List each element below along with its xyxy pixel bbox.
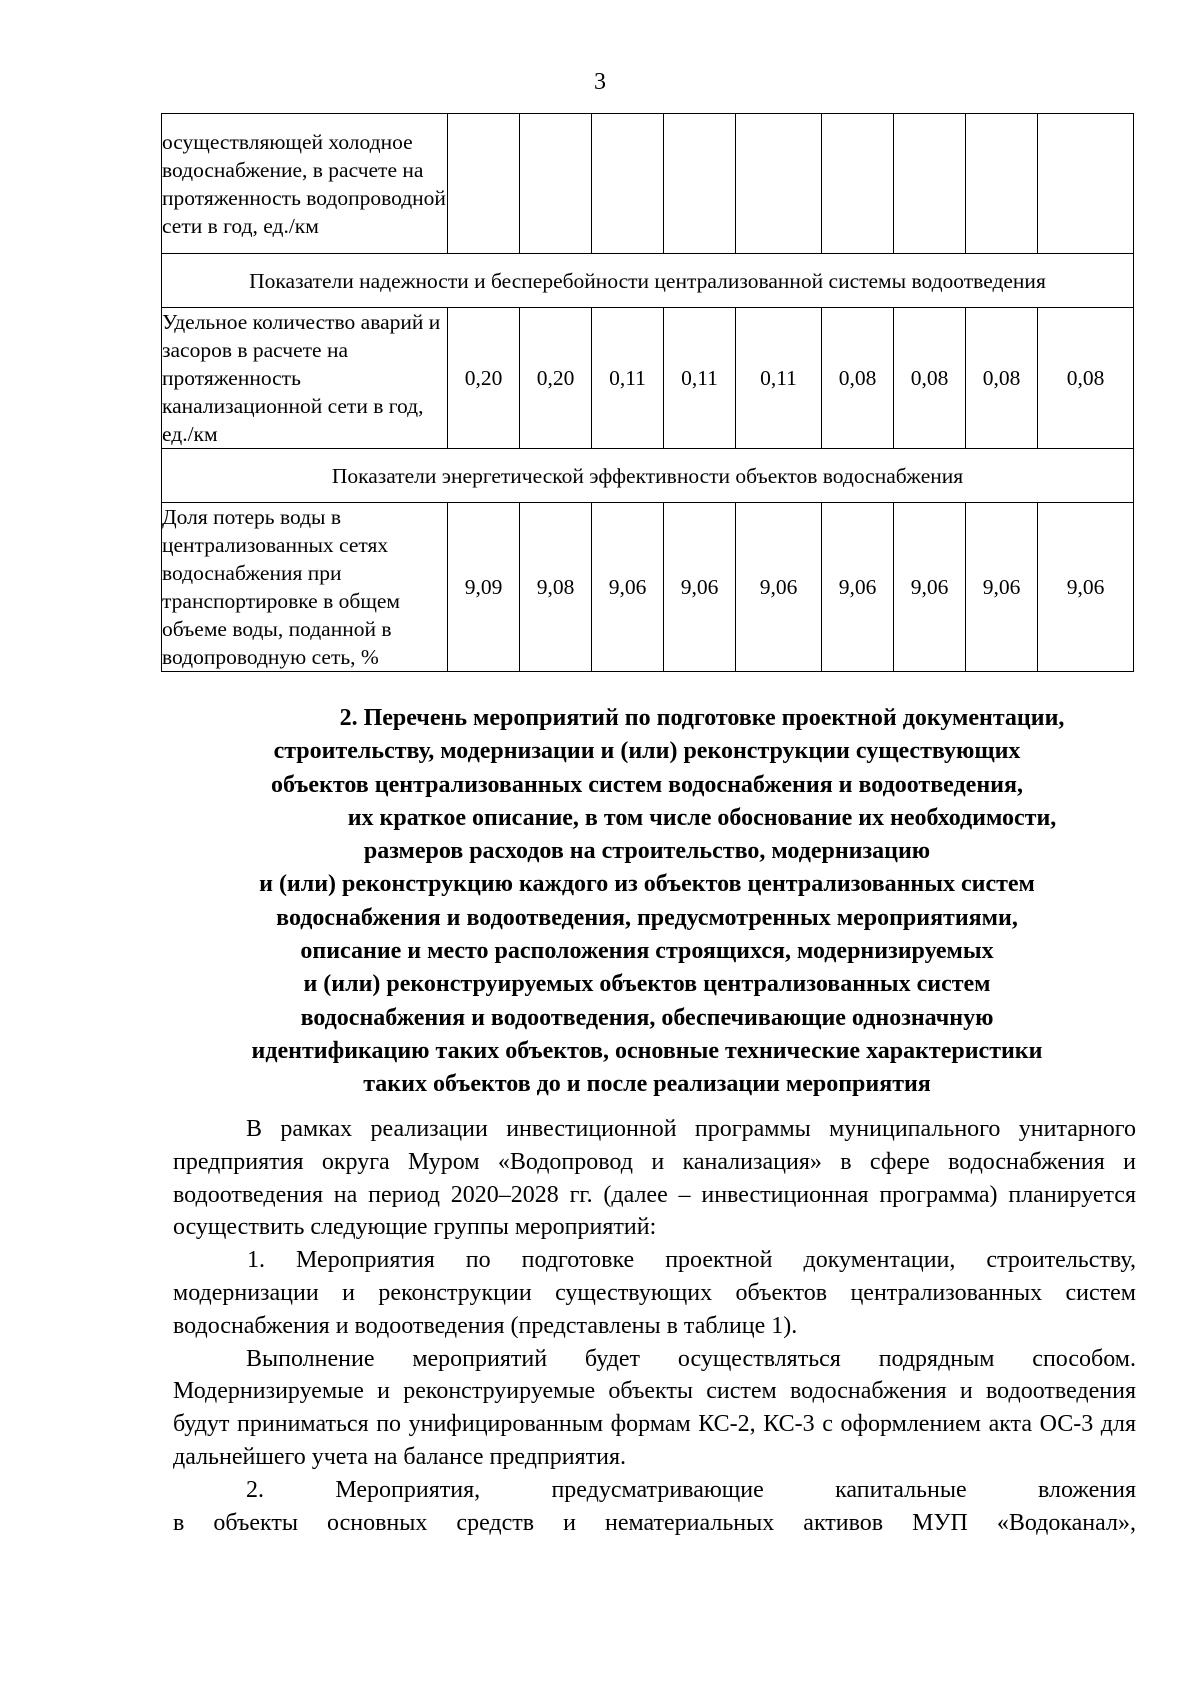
row-label: Удельное количество аварий и засоров в расчете на протяженность канализационной сети в год, ед./км (162, 308, 448, 449)
table-cell: 0,11 (664, 308, 736, 449)
table-cell: 0,20 (448, 308, 520, 449)
table-cell: 0,08 (894, 308, 966, 449)
table-cell: 9,08 (520, 503, 592, 672)
section-title-energy: Показатели энергетической эффективности объектов водоснабжения (162, 449, 1134, 503)
table-row (162, 503, 1134, 672)
table-cell: 0,08 (822, 308, 894, 449)
heading-line: и (или) реконструируемых объектов централизованных систем (303, 971, 991, 998)
table-cell: 9,06 (664, 503, 736, 672)
page-number: 3 (594, 69, 606, 95)
heading-line: и (или) реконструкцию каждого из объектов централизованных систем (259, 871, 1035, 898)
table-cell: 0,20 (520, 308, 592, 449)
paragraph-item-1: 1. Мероприятия по подготовке проектной документации, строительству, модернизации и реконструкции существующих объектов централизованных систем водоснабжения и водоотведения (представлены в таблице 1). (173, 1247, 1136, 1339)
heading-line: их краткое описание, в том числе обоснование их необходимости, (347, 804, 1057, 831)
table-cell (520, 114, 592, 254)
section-heading (161, 702, 1133, 1102)
indicators-table (161, 113, 1134, 672)
paragraph-line: 2. Мероприятия, предусматривающие капитальные вложения (246, 1476, 1136, 1503)
table-cell (966, 114, 1038, 254)
table-row (162, 114, 1134, 254)
table-cell: 0,11 (736, 308, 822, 449)
body-text (173, 1113, 1136, 1539)
heading-line: размеров расходов на строительство, модернизацию (363, 838, 931, 865)
section-row (162, 254, 1134, 308)
paragraph-item-2 (173, 1474, 1136, 1540)
table-row (162, 308, 1134, 449)
section-row (162, 449, 1134, 503)
heading-line: объектов централизованных систем водоснабжения и водоотведения, (271, 771, 1023, 798)
table-cell (822, 114, 894, 254)
section-title-sewer: Показатели надежности и бесперебойности централизованной системы водоотведения (162, 254, 1134, 308)
table-cell (736, 114, 822, 254)
table-cell: 9,06 (822, 503, 894, 672)
heading-line: водоснабжения и водоотведения, предусмотренных мероприятиями, (276, 904, 1018, 931)
table-cell (894, 114, 966, 254)
table-cell (448, 114, 520, 254)
table-cell: 9,06 (1038, 503, 1134, 672)
table-cell: 9,09 (448, 503, 520, 672)
table-cell (664, 114, 736, 254)
paragraph-execution: Выполнение мероприятий будет осуществляться подрядным способом. Модернизируемые и реконструируемые объекты систем водоснабжения и водоотведения будут приниматься по унифицированным формам КС-2, КС-3 с оформлением акта ОС-3 для дальнейшего учета на балансе предприятия. (173, 1345, 1136, 1470)
table-cell: 9,06 (966, 503, 1038, 672)
table-cell: 9,06 (592, 503, 664, 672)
heading-line: описание и место расположения строящихся, модернизируемых (300, 938, 994, 965)
row-label: осуществляющей холодное водоснабжение, в расчете на протяженность водопроводной сети в год, ед./км (162, 114, 448, 254)
table-cell: 9,06 (736, 503, 822, 672)
heading-line: 2. Перечень мероприятий по подготовке проектной документации, (339, 705, 1065, 731)
table-cell: 0,08 (966, 308, 1038, 449)
paragraph-intro: В рамках реализации инвестиционной программы муниципального унитарного предприятия округа Муром «Водопровод и канализация» в сфере водоснабжения и водоотведения на период 2020–2028 гг. (далее – инвестиционная программа) планируется осуществить следующие группы мероприятий: (173, 1116, 1136, 1241)
heading-line: таких объектов до и после реализации мероприятия (363, 1071, 931, 1098)
table-cell: 9,06 (894, 503, 966, 672)
heading-line: идентификацию таких объектов, основные технические характеристики (251, 1037, 1043, 1064)
table-cell: 0,08 (1038, 308, 1134, 449)
heading-line: водоснабжения и водоотведения, обеспечивающие однозначную (300, 1004, 994, 1031)
table-cell: 0,11 (592, 308, 664, 449)
row-label: Доля потерь воды в централизованных сетях водоснабжения при транспортировке в общем объеме воды, поданной в водопроводную сеть, % (162, 503, 448, 672)
table-cell (1038, 114, 1134, 254)
table-cell (592, 114, 664, 254)
paragraph-line: в объекты основных средств и нематериальных активов МУП «Водоканал», (173, 1509, 1136, 1536)
heading-line: строительству, модернизации и (или) реконструкции существующих (273, 738, 1021, 765)
